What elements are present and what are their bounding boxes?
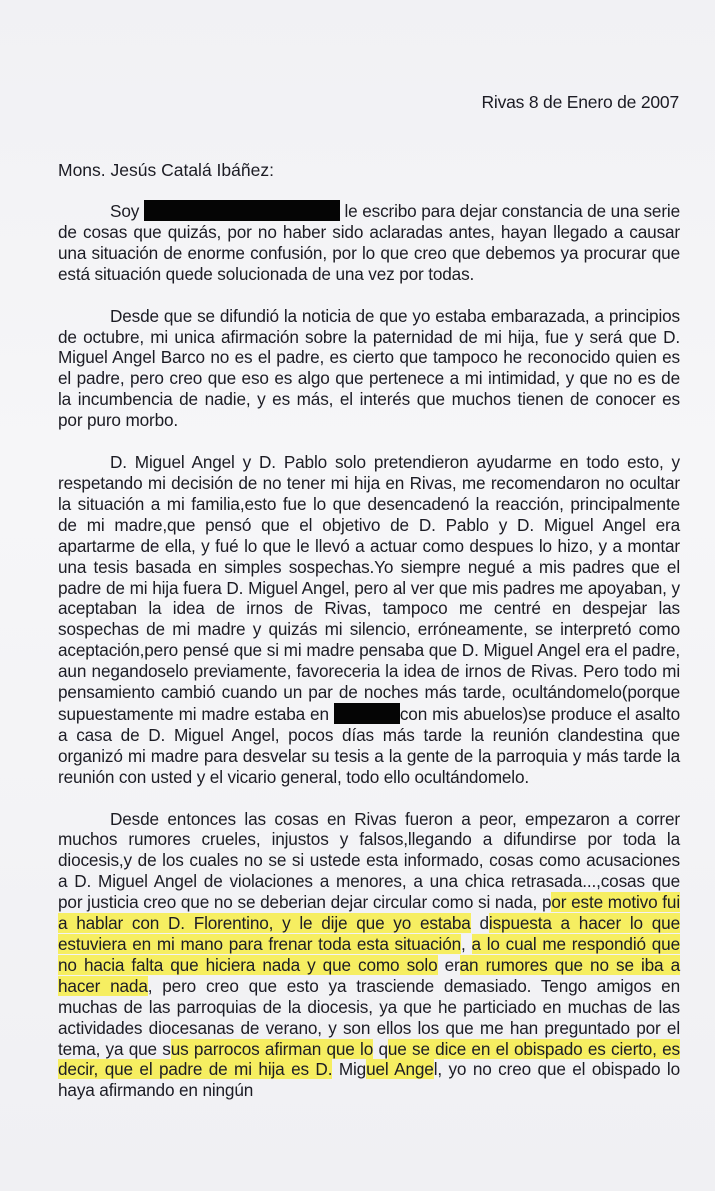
highlighted-text: ispuesta a hacer lo que estuviera en mi mano para frenar toda esta situación <box>58 913 680 954</box>
letter-body <box>58 200 680 1101</box>
p4-text: Desde entonces las cosas en Rivas fueron a peor, empezaron a correr muchos rumores crueles, injustos y falsos,llegando a difundirse por toda la diocesis,y de los cuales no se si ustede esta informado, cosas como acusaciones a D. Miguel Angel de violaciones a menores, a una chica retrasada...,cosas que por justicia creo que no se deberian dejar circular como si nada, p <box>58 808 680 913</box>
paragraph-4 <box>58 809 680 1102</box>
highlighted-text: uel Ange <box>366 1059 434 1080</box>
highlighted-text: us parrocos afirman que lo <box>170 1038 374 1059</box>
redaction-box <box>144 200 340 221</box>
p4-text: l, yo no creo que el obispado lo haya afirmando en ningún <box>58 1059 681 1101</box>
p1-rest: le escribo para dejar constancia de una serie de cosas que quizás, por no haber sido aclaradas antes, hayan llegado a causar una situación de enorme confusión, por lo que creo que debemos ya procurar que está situación quede solucionada de una vez por todas. <box>58 201 680 284</box>
p4-text: er <box>437 954 460 975</box>
paragraph-3 <box>58 452 680 788</box>
redaction-box <box>334 703 400 724</box>
highlighted-text: or este motivo fui a hablar con D. Florentino, y le dije que yo estaba <box>58 892 681 934</box>
paragraph-1 <box>58 200 680 285</box>
p3-rest: con mis abuelos)se produce el asalto a casa de D. Miguel Angel, pocos días más tarde la reunión clandestina que organizó mi madre para desvelar su tesis a la gente de la parroquia y más tarde la reunión con usted y el vicario general, todo ello ocultándomelo. <box>58 703 681 787</box>
p4-text: q <box>373 1038 388 1059</box>
paragraph-2: Desde que se difundió la noticia de que yo estaba embarazada, a principios de octubre, mi unica afirmación sobre la paternidad de mi hija, fue y será que D. Miguel Angel Barco no es el padre, es cierto que tampoco he reconocido quien es el padre, pero creo que eso es algo que pertenece a mi intimidad, y que no es de la incumbencia de nadie, y es más, el interés que muchos tienen de conocer es por puro morbo. <box>58 305 680 431</box>
p1-start: Soy <box>110 201 140 221</box>
p4-text: , <box>461 934 472 954</box>
salutation: Mons. Jesús Catalá Ibáñez: <box>58 160 274 180</box>
p3-start: D. Miguel Angel y D. Pablo solo pretendieron ayudarme en todo esto, y respetando mi decisión de no tener mi hija en Rivas, me recomendaron no ocultar la situación a mi familia,esto fue lo que desencadenó la reacción, principalmente de mi madre,que pensó que el objetivo de D. Pablo y D. Miguel Angel era apartarme de ella, y fué lo que le llevó a actuar como despues lo hizo, y a montar una tesis basada en simples sospechas.Yo siempre negué a mis padres que el padre de mi hija fuera D. Miguel Angel, pero al ver que mis padres me apoyaban, y aceptaban la idea de irnos de Rivas, tampoco me centré en despejar las sospechas de mi madre y quizás mi silencio, erróneamente, se interpretó como aceptación,pero pensé que si mi madre pensaba que D. Miguel Angel era el padre, aun negandoselo previamente, favoreceria la idea de irnos de Rivas. Pero todo mi pensamiento cambió cuando un par de noches más tarde, ocultándomelo(porque supuestamente mi madre estaba en <box>58 452 680 724</box>
highlighted-text: an rumores que no se iba a hacer nada <box>58 954 680 996</box>
highlighted-text: ue se dice en el obispado es cierto, es decir, que el padre de mi hija es D. <box>58 1038 680 1080</box>
p4-text: d <box>470 913 489 934</box>
p4-text: Mig <box>332 1059 367 1080</box>
highlighted-text: a lo cual me respondió que no hacia falta que hiciera nada y que como solo <box>58 934 680 975</box>
p4-text: , pero creo que esto ya trasciende demasiado. Tengo amigos en muchas de las parroquias de la diocesis, ya que he particiado en muchas de las actividades diocesanas de verano, y son ellos los que me han preguntado por el tema, ya que s <box>58 975 680 1059</box>
letter-date: Rivas 8 de Enero de 2007 <box>481 92 679 112</box>
